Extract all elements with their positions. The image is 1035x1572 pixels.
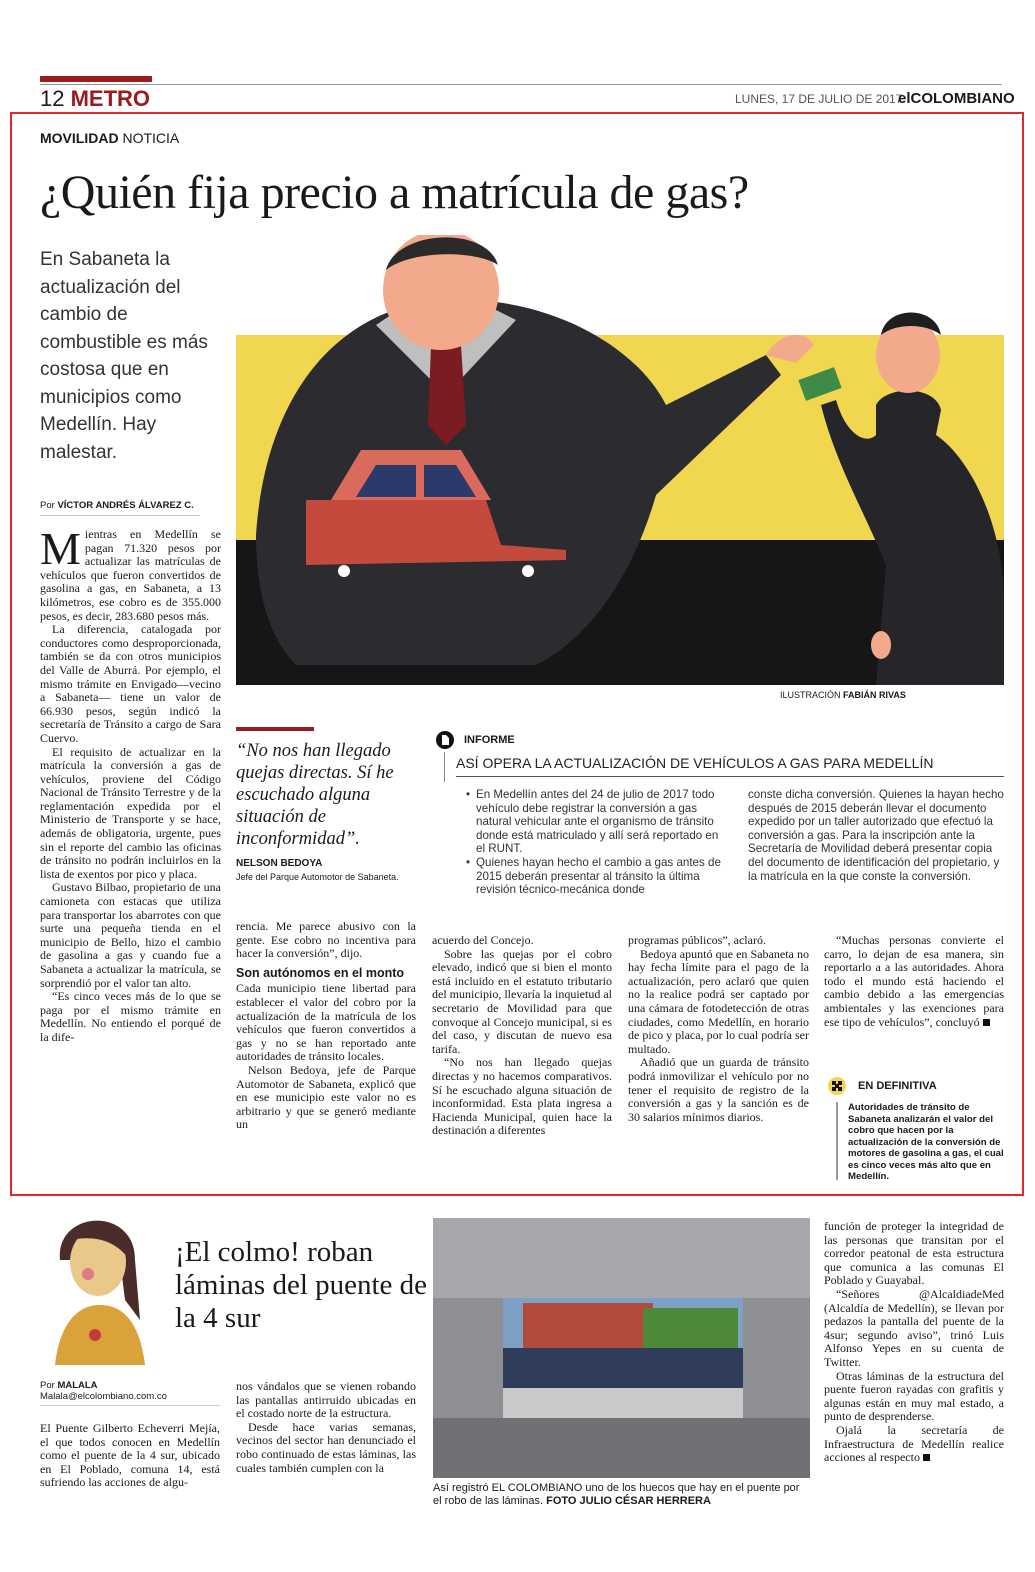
quote-attribution-role: Jefe del Parque Automotor de Sabaneta. [236, 872, 399, 882]
paragraph: “No nos han llegado quejas directas y no hacemos comparativos. Sí he escuchado alguna situación de inconformidad. Esta plata ingresa a Hacienda Municipal, quien hace la destinación a diferentes [432, 1055, 612, 1138]
paragraph: Bedoya apuntó que en Sabaneta no hay fecha límite para el pago de la actualización, pero aclaró que quien no la realice podrá ser captado por una cámara de fotodetección de otras ciudades, como Medellín, en horario de pico y placa, por lo cual podría ser multado. [628, 946, 809, 1056]
informe-title: ASÍ OPERA LA ACTUALIZACIÓN DE VEHÍCULOS A GAS PARA MEDELLÍN [456, 755, 1004, 777]
article-column-1 [40, 523, 221, 1045]
page-number-value: 12 [40, 86, 65, 111]
masthead-accent-bar [40, 76, 152, 82]
pull-quote: “No nos han llegado quejas directas. Sí he escuchado alguna situación de inconformidad”. [236, 741, 394, 849]
credit-prefix: ILUSTRACIÓN [780, 690, 841, 700]
byline-prefix: Por [40, 500, 55, 511]
paragraph: Añadió que un guarda de tránsito podrá inmovilizar el vehículo por no tener el requisito de registro de la conversión a gas y la sanción es de 30 salarios mínimos diarios. [628, 1055, 809, 1124]
informe-bullet: • En Medellín antes del 24 de julio de 2017 todo vehículo debe registrar la conversión a gas natural vehicular ante el organismo de tránsito donde está matriculado y allí será reportado en el RUNT. [476, 788, 724, 856]
paragraph: La diferencia, catalogada por conductores como desproporcionada, también se da con otros municipios del Valle de Aburrá. Por ejemplo, el mismo trámite en Envigado—vecino a Sabaneta— tiene un valor de 66.930 pesos, según indicó la secretaría de Tránsito a cargo de Sara Cuervo. [40, 622, 221, 745]
paragraph: función de proteger la integridad de las personas que transitan por el corredor peatonal de esta estructura que comunica a las comunas El Poblado y Guayabal. [824, 1219, 1004, 1288]
caption-text: Así registró EL COLOMBIANO uno de los huecos que hay en el puente por el robo de las láminas. [433, 1482, 800, 1507]
bottom-byline [40, 1380, 220, 1406]
byline-name: MALALA [57, 1380, 98, 1391]
paragraph: El Puente Gilberto Echeverri Mejía, el que todos conocen en Medellín como el puente de la 4 sur, ubicado en El Poblado, comuna 14, está sufriendo las acciones de algu- [40, 1421, 220, 1490]
paragraph: Otras láminas de la estructura del puente fueron rayadas con grafitis y algunas están en muy mal estado, a punto de desprenderse. [824, 1368, 1004, 1424]
end-mark-icon [983, 1019, 990, 1026]
paragraph: Nelson Bedoya, jefe de Parque Automotor de Sabaneta, explicó que en ese municipio este valor no es arbitrario y que se generó mediante un [236, 1062, 416, 1132]
quote-accent-bar [236, 727, 314, 731]
document-icon [436, 731, 454, 749]
paragraph: “Muchas personas convierte el carro, lo dejan de esa manera, sin reportarlo a a las autoridades. Ahora todo el mundo está haciendo el cambio debido a las emergencias ambientales y las exenciones para ese tipo de vehículos”, concluyó [824, 933, 1004, 1029]
columnist-portrait [40, 1200, 150, 1365]
photo-caption [433, 1482, 810, 1508]
credit-name: FABIÁN RIVAS [843, 690, 906, 700]
article-column-3 [432, 934, 612, 1138]
newspaper-brand: elCOLOMBIANO [898, 90, 1015, 107]
paragraph: “Es cinco veces más de lo que se paga por el mismo trámite en Medellín. No entiendo el porqué de la dife- [40, 989, 221, 1044]
section-label-main: MOVILIDAD [40, 130, 119, 146]
illustration-credit [780, 690, 906, 700]
section-label-type: NOTICIA [122, 130, 180, 146]
article-byline [40, 500, 200, 516]
informe-tag: INFORME [464, 734, 515, 746]
informe-column-left [466, 788, 724, 897]
article-illustration [236, 235, 1004, 685]
paragraph: rencia. Me parece abusivo con la gente. Ese cobro no incentiva para hacer la conversión”, dijo. [236, 919, 416, 961]
bottom-column-1 [40, 1422, 220, 1490]
paragraph: Cada municipio tiene libertad para establecer el valor del cobro por la actualización de la matrícula de los vehículos que fueron convertidos a gas y no se han reportado ante autoridades de tránsito locales. [236, 981, 416, 1064]
definitiva-tag: EN DEFINITIVA [858, 1080, 937, 1092]
informe-bullet: • Quienes hayan hecho el cambio a gas antes de 2015 deberán presentar al tránsito la última revisión técnico-mecánica donde [476, 856, 724, 897]
bottom-headline: ¡El colmo! roban láminas del puente de la 4 sur [175, 1236, 428, 1334]
end-mark-icon [923, 1454, 930, 1461]
bottom-column-4 [824, 1220, 1004, 1465]
paragraph: programas públicos”, aclaró. [628, 933, 766, 947]
section-label [40, 130, 179, 146]
article-subhead: Son autónomos en el monto [236, 965, 405, 980]
paragraph: El requisito de actualizar en la matrícula la conversión a gas de vehículos, proviene del Código Nacional de Tránsito Terrestre y de la reglamentación expedida por el Ministerio de Transporte y se hace, además de obligatoria, urgente, pues sin el reporte del cambio las oficinas de tránsito no podrán incluirlos en la lista de exentos por pico y placa. [40, 744, 221, 881]
paragraph: “Señores @AlcaldiadeMed (Alcaldía de Medellín), se llevan por pedazos la pantalla del puente de la 4sur; segundo aviso”, trinó Luis Alfonso Yepes en su cuenta de Twitter. [824, 1286, 1004, 1369]
informe-column-right: conste dicha conversión. Quienes la hayan hecho después de 2015 deberán llevar el documento expedido por un taller autorizado que efectuó la conversión a gas. Para la inscripción ante la Secretaría de Movilidad deberá presentar copia del documento de identificación del propietario, y la matrícula en la que conste la conversión. [748, 788, 1004, 883]
section-name: METRO [70, 86, 151, 111]
paragraph: acuerdo del Concejo. [432, 933, 534, 947]
byline-email: Malala@elcolombiano.com.co [40, 1391, 167, 1402]
byline-prefix: Por [40, 1380, 55, 1391]
bridge-photo [433, 1218, 810, 1478]
paragraph: nos vándalos que se vienen robando las pantallas antirruido ubicadas en el costado norte de la estructura. [236, 1379, 416, 1421]
paragraph: Gustavo Bilbao, propietario de una camioneta con estacas que utiliza para transportar los abarrotes con que surte una pequeña tienda en el municipio de Bello, hizo el cambio de gasolina a gas y cuando fue a Sabaneta a actualizar la matrícula, se sorprendió por el valor tan alto. [40, 880, 221, 990]
article-column-5 [824, 934, 1004, 1029]
paragraph: Desde hace varias semanas, vecinos del sector han denunciado el robo continuado de estas láminas, las cuales también cumplen con la [236, 1419, 416, 1475]
masthead-rule [40, 84, 1002, 85]
illustration-svg [236, 235, 1004, 685]
photo-credit: FOTO JULIO CÉSAR HERRERA [546, 1495, 711, 1507]
definitiva-summary: Autoridades de tránsito de Sabaneta analizarán el valor del cobro que hacen por la actualización de la conversión de motores de gasolina a gas, el cual es cinco veces más alto que en Medellín. [836, 1102, 1006, 1180]
drop-cap: M [40, 523, 81, 574]
paragraph: Sobre las quejas por el cobro elevado, indicó que si bien el monto está incluido en el estatuto tributario del municipio, llevaría la inquietud al secretario de Movilidad para que convoque al Concejo municipal, si es del caso, y discutan de nuevo esa tarifa. [432, 946, 612, 1056]
article-headline: ¿Quién fija precio a matrícula de gas? [40, 166, 749, 219]
checker-icon [828, 1077, 846, 1095]
article-column-2 [236, 920, 416, 1132]
byline-name: VÍCTOR ANDRÉS ÁLVAREZ C. [57, 500, 194, 511]
article-deck: En Sabaneta la actualización del cambio de combustible es más costosa que en municipios como Medellín. Hay malestar. [40, 249, 208, 463]
paragraph: Ojalá la secretaría de Infraestructura de Medellín realice acciones al respecto [824, 1422, 1004, 1465]
bottom-column-2 [236, 1380, 416, 1475]
issue-date: LUNES, 17 DE JULIO DE 2017 [735, 92, 903, 106]
article-column-4 [628, 934, 809, 1124]
paragraph: Mientras en Medellín se pagan 71.320 pesos por actualizar las matrículas de vehículos que fueron convertidos de gasolina a gas, en Sabaneta, a 13 kilómetros, ese cobro es de 355.000 pesos, es decir, 283.680 pesos más. [40, 523, 221, 623]
informe-rule [444, 752, 445, 782]
page-number [40, 86, 150, 112]
quote-attribution-name: NELSON BEDOYA [236, 858, 323, 869]
